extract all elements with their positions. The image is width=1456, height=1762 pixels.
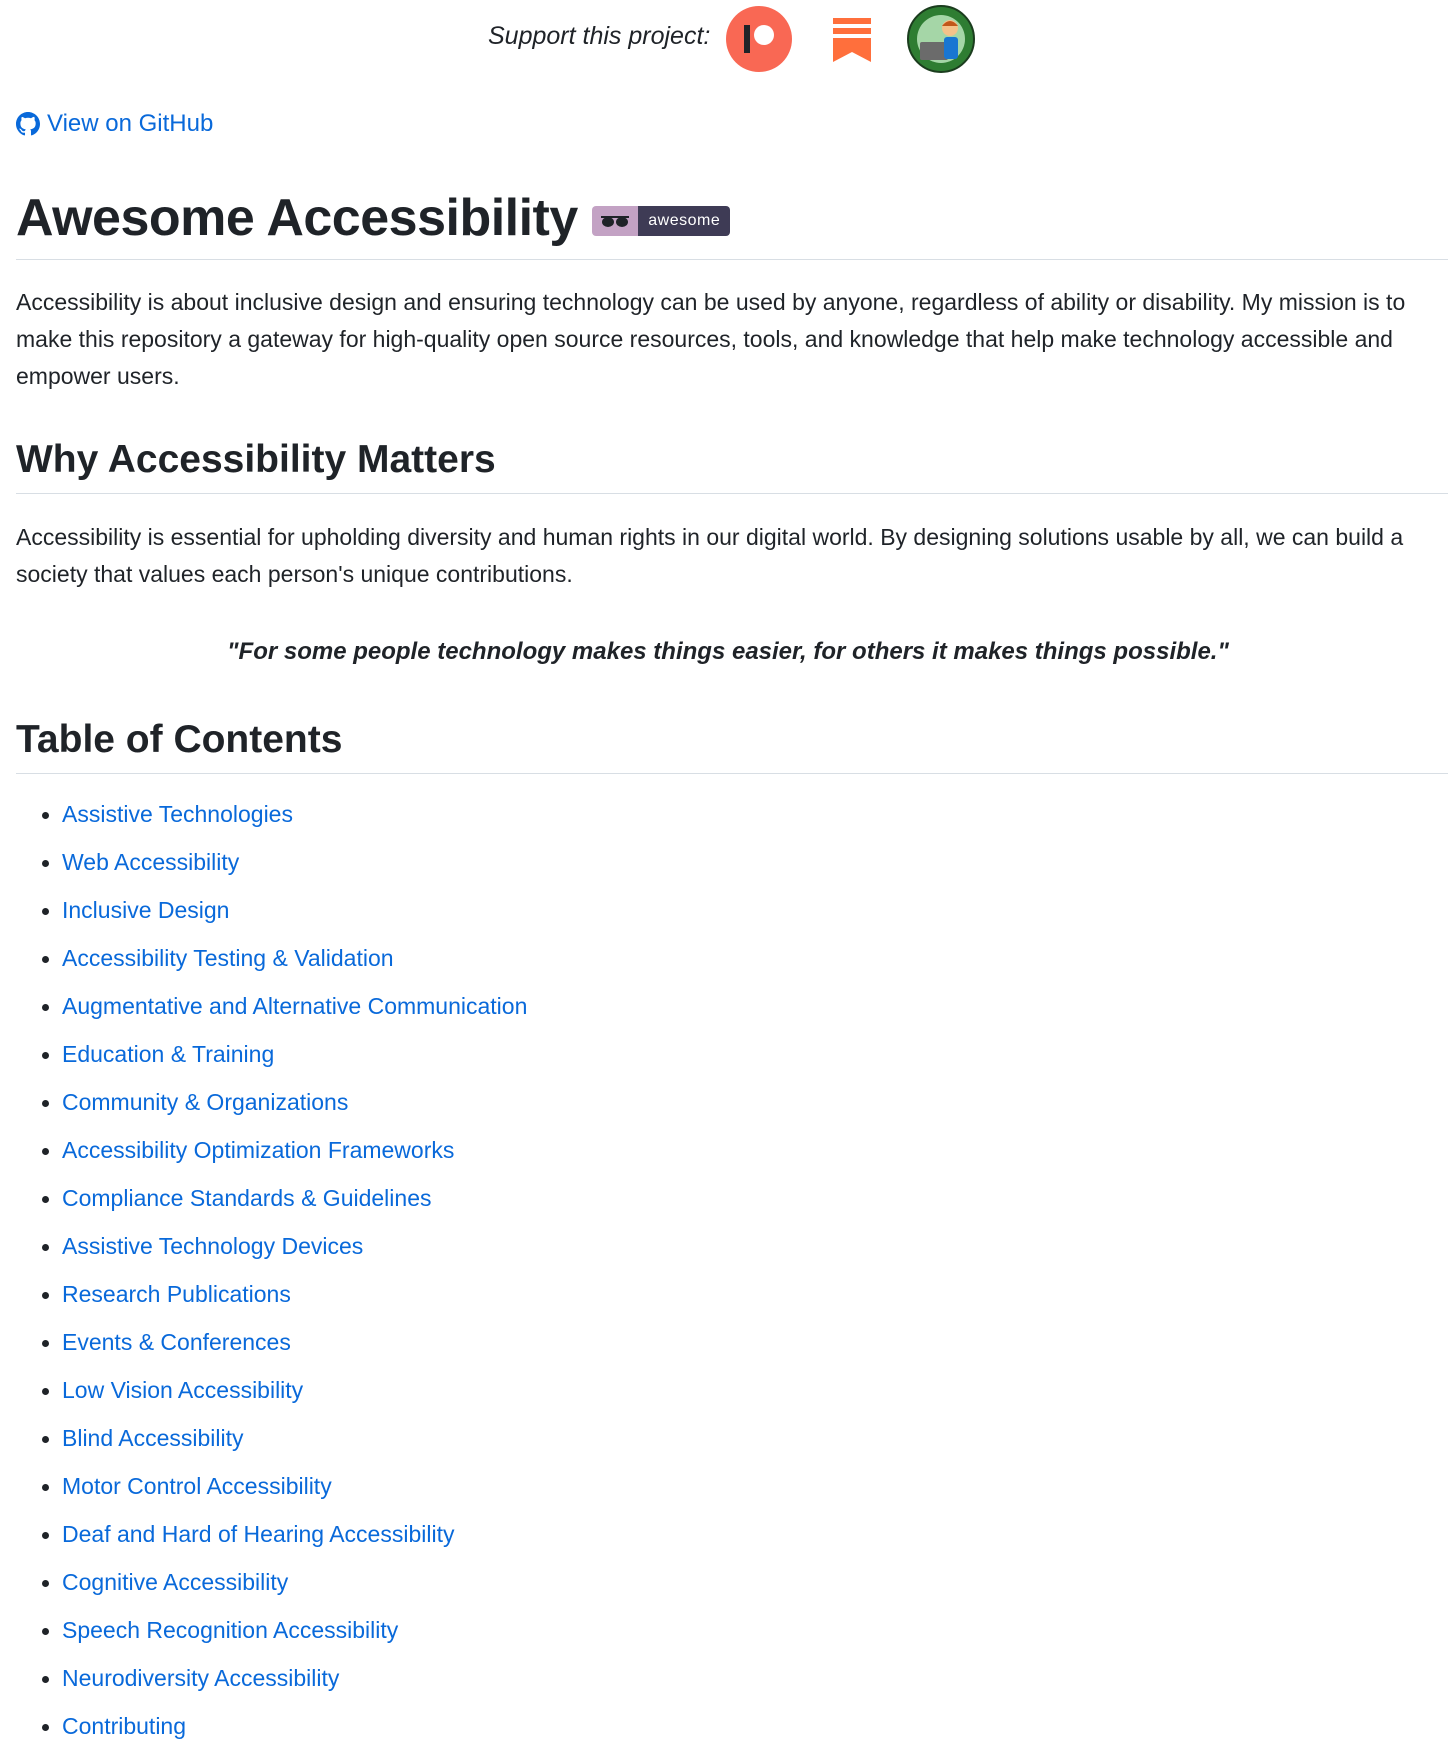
toc-link[interactable]: Assistive Technologies [62,801,293,827]
list-item [0,1520,527,1568]
github-icon [16,112,40,136]
list-item [0,1568,527,1616]
toc-link[interactable]: Education & Training [62,1041,275,1067]
list-item [0,1088,527,1136]
toc-link[interactable]: Web Accessibility [62,849,240,875]
toc-link[interactable]: Inclusive Design [62,897,230,923]
toc-link[interactable]: Deaf and Hard of Hearing Accessibility [62,1521,455,1547]
list-item [0,1712,527,1760]
view-on-github-link[interactable] [16,110,213,138]
toc-link[interactable]: Cognitive Accessibility [62,1569,289,1595]
toc-link[interactable]: Accessibility Optimization Frameworks [62,1137,455,1163]
toc-link[interactable]: Community & Organizations [62,1089,349,1115]
list-item [0,1616,527,1664]
toc-heading: Table of Contents [16,718,1448,774]
list-item [0,1472,527,1520]
list-item [0,944,527,992]
toc-link[interactable]: Neurodiversity Accessibility [62,1665,340,1691]
toc-list [0,800,527,1760]
list-item [0,896,527,944]
toc-link[interactable]: Motor Control Accessibility [62,1473,332,1499]
toc-link[interactable]: Augmentative and Alternative Communication [62,993,528,1019]
toc-link[interactable]: Accessibility Testing & Validation [62,945,394,971]
list-item [0,1328,527,1376]
page-title-text: Awesome Accessibility [16,189,578,247]
awesome-badge-label: awesome [638,206,730,236]
page-title [16,188,1448,260]
toc-link[interactable]: Blind Accessibility [62,1425,244,1451]
ko-fi-icon[interactable] [816,4,886,74]
sunglasses-icon [600,213,630,229]
list-item [0,1232,527,1280]
toc-link[interactable]: Contributing [62,1713,187,1739]
intro-paragraph: Accessibility is about inclusive design and ensuring technology can be used by anyone, regardless of ability or disability. My mission is to make this repository a gateway for high-quality open source resources, tools, and knowledge that help make technology accessible and empower users. [16,289,1406,389]
patreon-icon[interactable] [724,4,794,74]
list-item [0,1184,527,1232]
list-item [0,1136,527,1184]
why-heading: Why Accessibility Matters [16,438,1448,494]
awesome-badge[interactable] [592,206,730,236]
list-item [0,1376,527,1424]
list-item [0,992,527,1040]
list-item [0,800,527,848]
quote: "For some people technology makes things easier, for others it makes things possible." [227,638,1229,665]
why-paragraph: Accessibility is essential for upholding diversity and human rights in our digital world. By designing solutions usable by all, we can build a society that values each person's unique contributions. [16,524,1404,587]
list-item [0,848,527,896]
support-bar [0,0,1456,80]
toc-link[interactable]: Research Publications [62,1281,291,1307]
buy-me-a-coffee-avatar-icon[interactable] [906,4,976,74]
toc-link[interactable]: Low Vision Accessibility [62,1377,304,1403]
list-item [0,1424,527,1472]
toc-link[interactable]: Assistive Technology Devices [62,1233,364,1259]
toc-link[interactable]: Compliance Standards & Guidelines [62,1185,432,1211]
list-item [0,1280,527,1328]
list-item [0,1664,527,1712]
list-item [0,1040,527,1088]
toc-link[interactable]: Speech Recognition Accessibility [62,1617,399,1643]
support-label: Support this project: [488,22,711,50]
toc-link[interactable]: Events & Conferences [62,1329,291,1355]
view-on-github-label: View on GitHub [47,110,214,137]
